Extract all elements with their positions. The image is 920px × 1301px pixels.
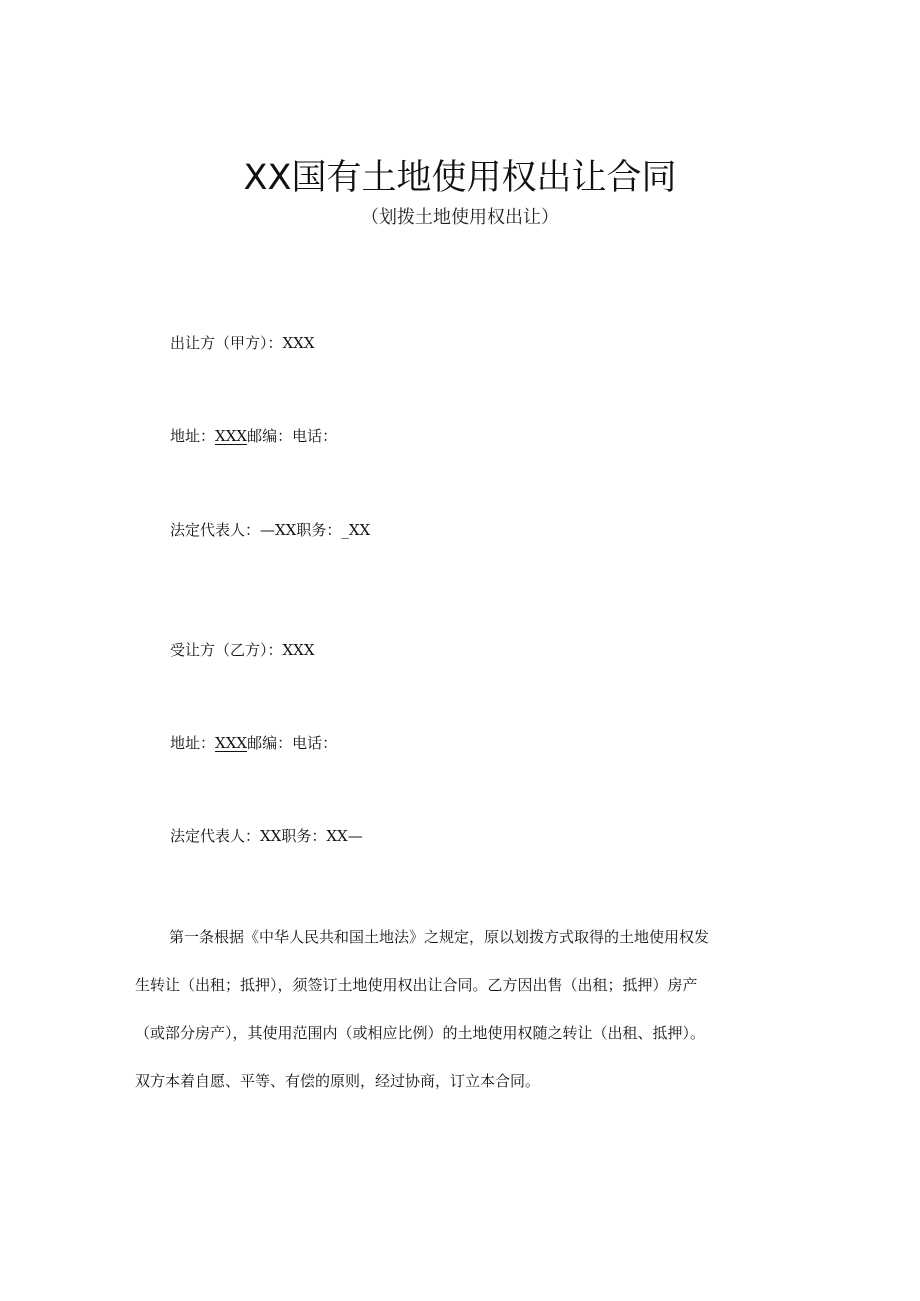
address-label: 地址： — [170, 734, 216, 752]
party-b-line: 受让方（乙方）：XXX — [170, 641, 315, 659]
postcode-phone-label: 邮编：电话： — [247, 734, 338, 752]
postcode-phone-label: 邮编：电话： — [247, 427, 338, 445]
address-label: 地址： — [170, 427, 216, 445]
address-value: XXX — [215, 734, 248, 752]
article-1-line: 生转让（出租；抵押），须签订土地使用权出让合同。乙方因出售（出租；抵押）房产 — [135, 976, 698, 994]
article-1-line: 第一条根据《中华人民共和国土地法》之规定，原以划拨方式取得的土地使用权发 — [169, 928, 710, 946]
party-a-address-line — [170, 425, 337, 446]
party-a-line: 出让方（甲方）：XXX — [170, 334, 315, 352]
article-1-paragraph — [135, 913, 815, 1105]
address-value: XXX — [215, 427, 248, 445]
party-a-representative-line: 法定代表人：—XX职务：_XX — [170, 521, 371, 539]
document-subtitle: （划拨土地使用权出让） — [361, 207, 559, 228]
article-1-line: （或部分房产），其使用范围内（或相应比例）的土地使用权随之转让（出租、抵押）。 — [135, 1024, 706, 1042]
article-1-line: 双方本着自愿、平等、有偿的原则，经过协商，订立本合同。 — [135, 1072, 541, 1090]
party-b-representative-line: 法定代表人：XX职务：XX— — [170, 827, 363, 845]
party-b-address-line — [170, 732, 337, 753]
document-title: XX国有土地使用权出让合同 — [243, 158, 677, 198]
